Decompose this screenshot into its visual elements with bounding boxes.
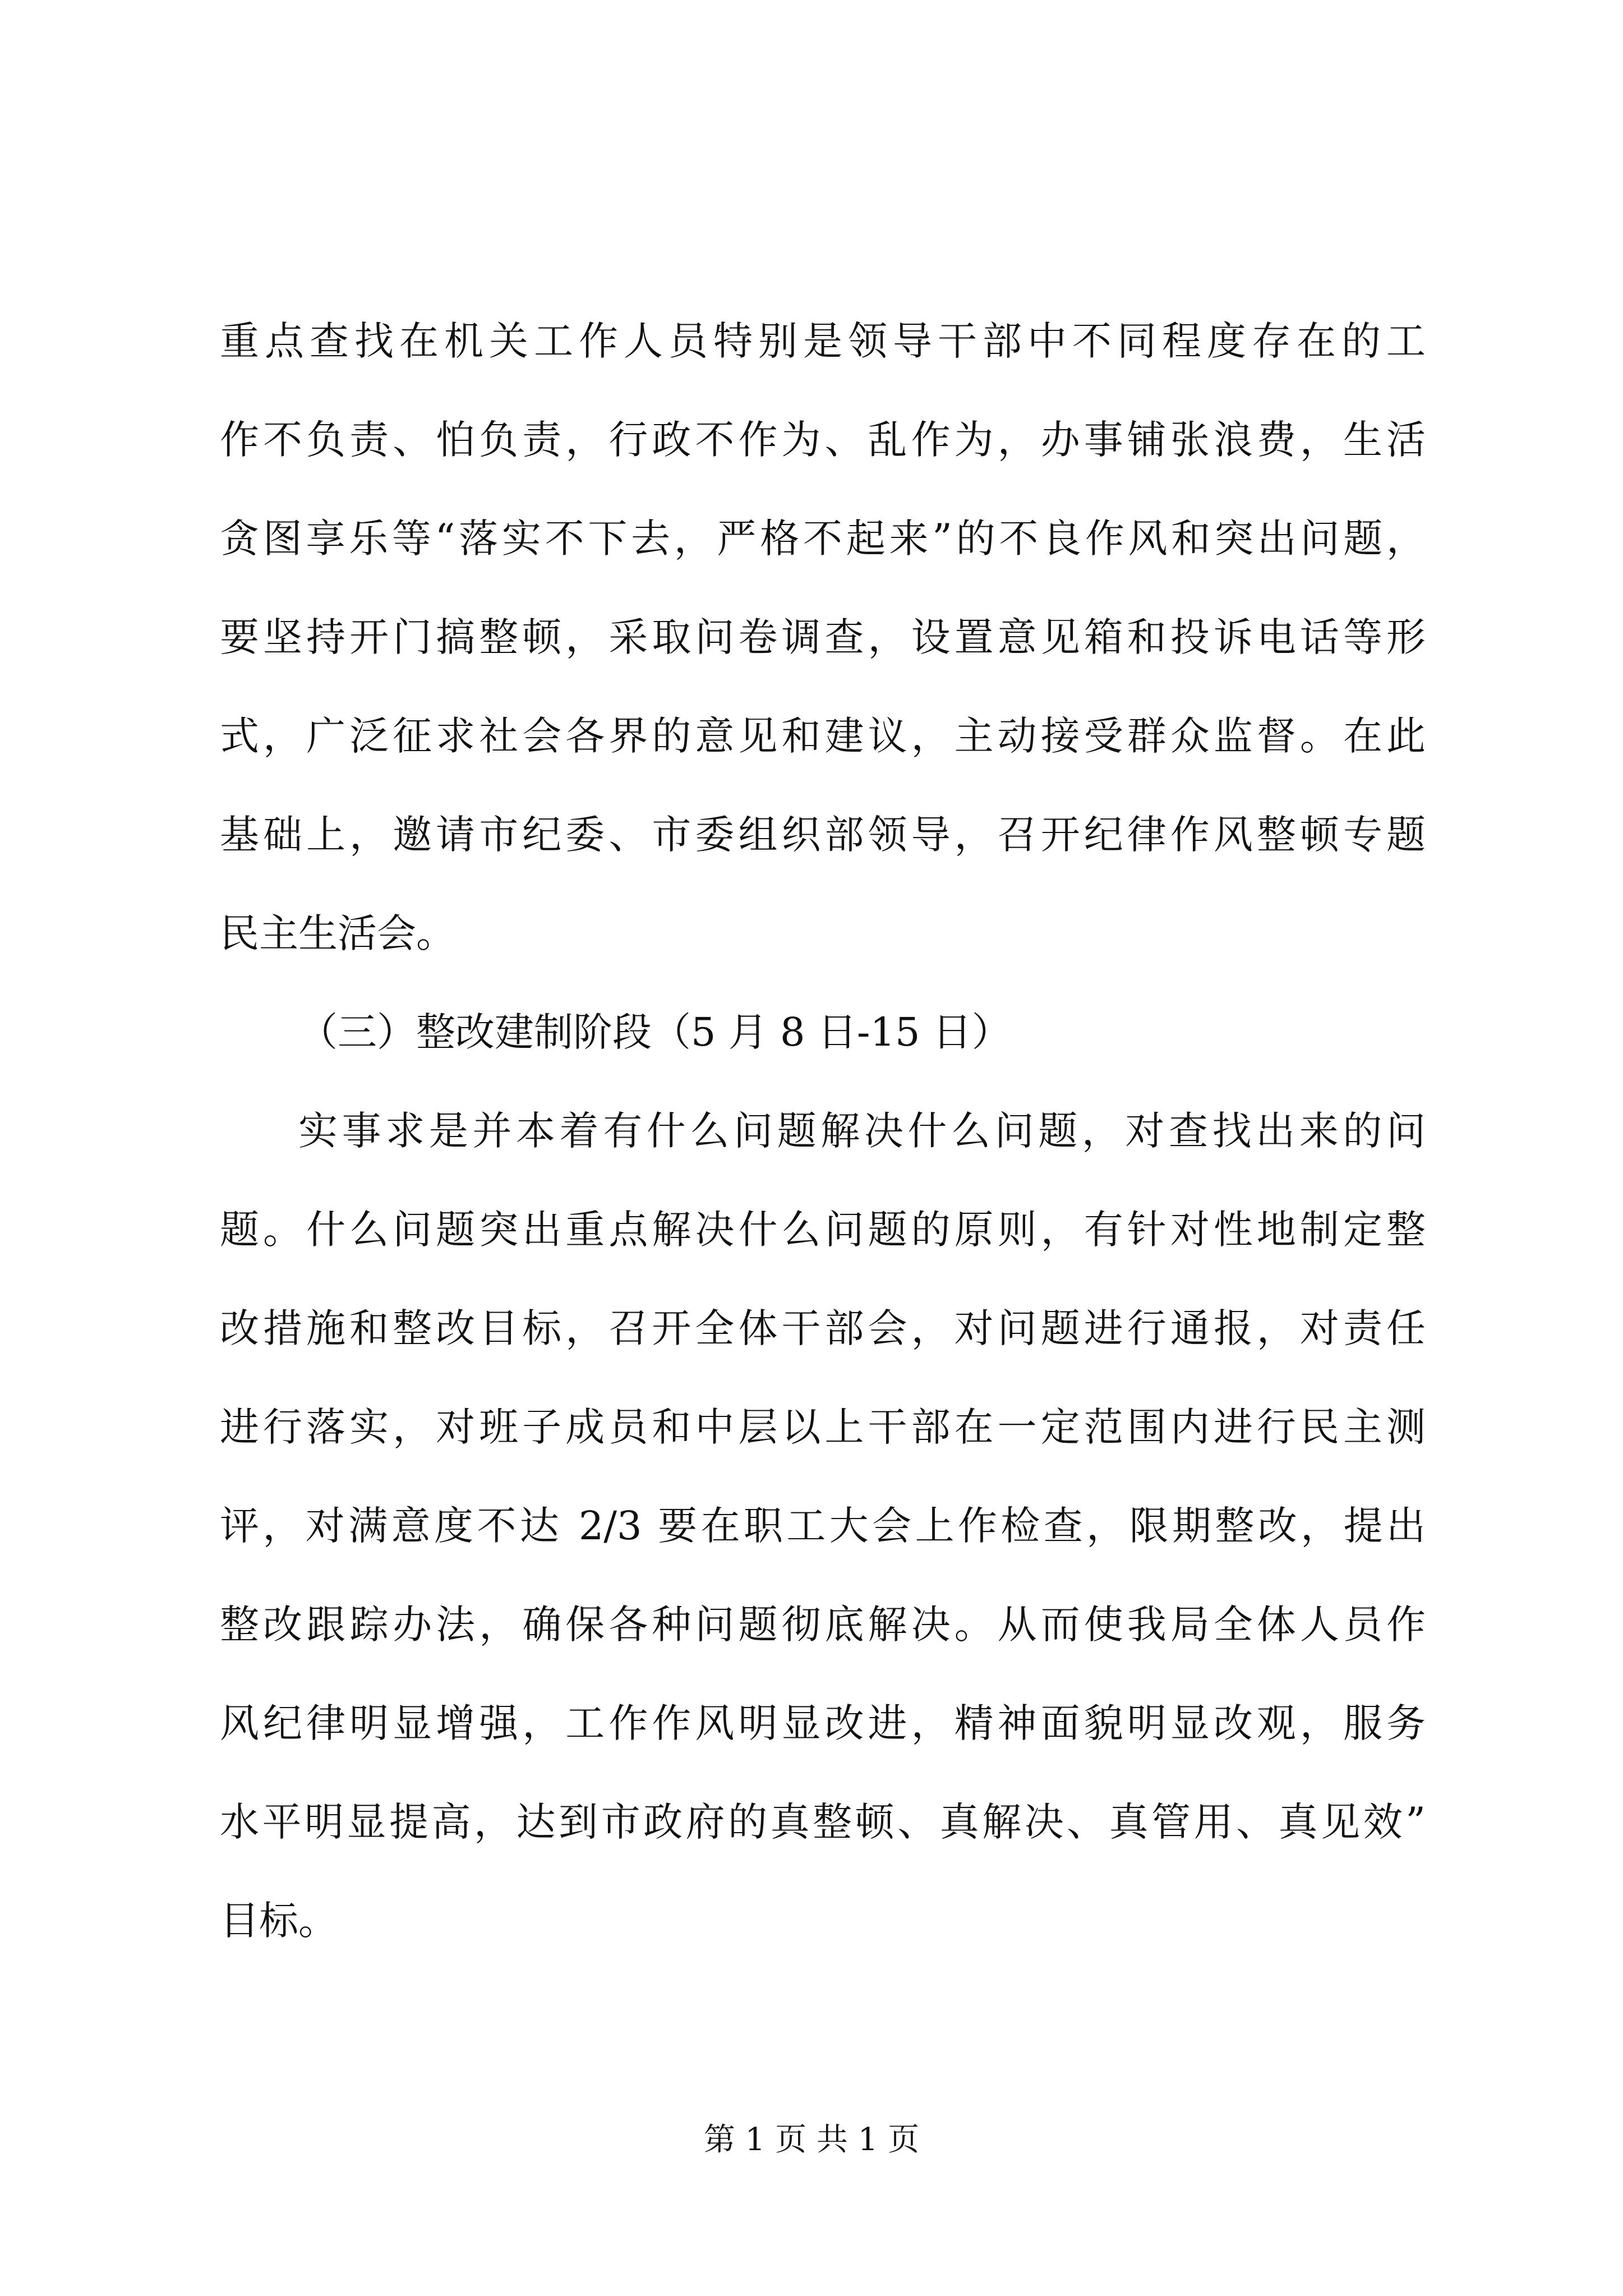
text-line: 重点查找在机关工作人员特别是领导干部中不同程度存在的工: [220, 318, 1426, 364]
text-line: 作不负责、怕负责，行政不作为、乱作为，办事铺张浪费，生活: [220, 417, 1426, 463]
text-line: 目标。: [220, 1898, 338, 1944]
text-line: 整改跟踪办法，确保各种问题彻底解决。从而使我局全体人员作: [220, 1602, 1426, 1648]
text-line: 民主生活会。: [220, 910, 455, 956]
paragraph-1: [220, 292, 1426, 983]
text-line: 实事求是并本着有什么问题解决什么问题，对查找出来的问: [298, 1108, 1426, 1154]
text-line: 基础上，邀请市纪委、市委组织部领导，召开纪律作风整顿专题: [220, 812, 1426, 858]
text-line: 题。什么问题突出重点解决什么问题的原则，有针对性地制定整: [220, 1207, 1426, 1253]
section-heading: （三）整改建制阶段（5 月 8 日-15 日）: [298, 1009, 1011, 1055]
page-footer: 第 1 页 共 1 页: [703, 2122, 920, 2158]
text-line: 改措施和整改目标，召开全体干部会，对问题进行通报，对责任: [220, 1305, 1426, 1351]
document-body: [220, 292, 1426, 1970]
text-line: 式，广泛征求社会各界的意见和建议，主动接受群众监督。在此: [220, 713, 1426, 759]
text-line: 进行落实，对班子成员和中层以上干部在一定范围内进行民主测: [220, 1404, 1426, 1450]
text-line: 要坚持开门搞整顿，采取问卷调查，设置意见箱和投诉电话等形: [220, 614, 1426, 660]
paragraph-2: [220, 1082, 1426, 1970]
text-line: 贪图享乐等“落实不下去，严格不起来”的不良作风和突出问题，: [220, 516, 1426, 562]
text-line: 评，对满意度不达 2/3 要在职工大会上作检查，限期整改，提出: [220, 1503, 1426, 1549]
text-line: 水平明显提高，达到市政府的真整顿、真解决、真管用、真见效”: [220, 1799, 1426, 1845]
text-line: 风纪律明显增强，工作作风明显改进，精神面貌明显改观，服务: [220, 1700, 1426, 1746]
